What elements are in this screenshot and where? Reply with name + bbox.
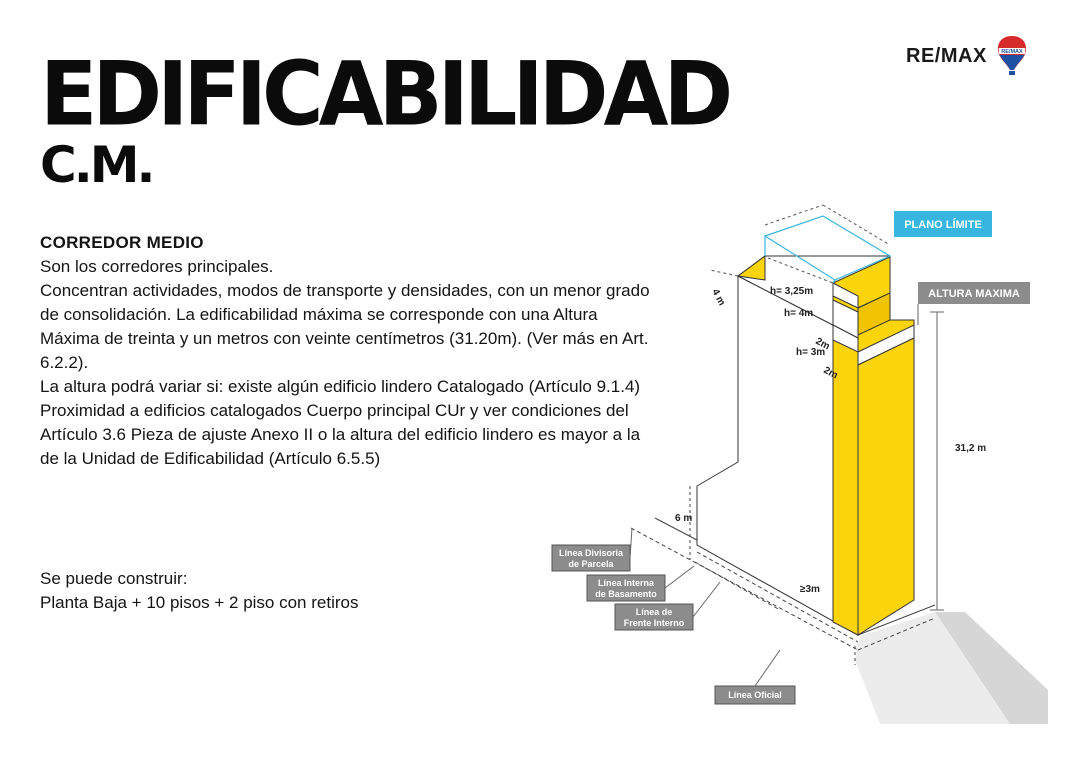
linea-frente-line1: Línea de [635, 607, 673, 617]
altura-maxima-label: ALTURA MAXIMA [928, 288, 1020, 300]
dim-h1: h= 3,25m [770, 286, 814, 297]
dim-6m: 6 m [675, 513, 693, 524]
dim-min-3m: ≥3m [800, 584, 820, 595]
section-heading: CORREDOR MEDIO [40, 233, 204, 252]
linea-interna-line2: de Basamento [595, 589, 657, 599]
front-wedge [738, 256, 765, 280]
linea-divisoria-line2: de Parcela [568, 559, 614, 569]
dim-h3: h= 3m [796, 347, 826, 358]
build-label: Se puede construir: [40, 569, 188, 588]
plano-limite-label: PLANO LÍMITE [904, 219, 982, 231]
dim-h2: h= 4m [784, 308, 814, 319]
description-line: Son los corredores principales. [40, 257, 274, 276]
linea-interna-line1: Línea Interna [597, 578, 655, 588]
linea-oficial-label: Línea Oficial [728, 690, 782, 700]
brand-name: RE/MAX [906, 44, 987, 67]
description-line: Concentran actividades, modos de transporte y densidades, con un menor grado de consolidación. La edificabilidad máxima se corresponde con una Altura Máxima de treinta y un metros con veinte centímetros (31.20m). (Ver más en Art. 6.2.2). [40, 281, 650, 372]
build-value: Planta Baja + 10 pisos + 2 piso con retiros [40, 593, 359, 612]
linea-frente-line2: Frente Interno [623, 618, 685, 628]
linea-divisoria-line1: Línea Divisoria [558, 548, 624, 558]
balloon-label: RE/MAX [1001, 49, 1023, 55]
page-title: EDIFICABILIDAD [40, 42, 729, 146]
linea-divisoria-tag [552, 528, 632, 571]
main-facade [858, 338, 914, 635]
dim-2m-a: 2m [813, 335, 832, 353]
linea-oficial-tag [715, 650, 795, 704]
page-subtitle: C.M. [40, 136, 153, 194]
dim-4m: 4 m [709, 287, 728, 308]
dim-height: 31,2 m [955, 443, 987, 454]
description-line: La altura podrá variar si: existe algún edificio lindero Catalogado (Artículo 9.1.4) Proximidad a edificios catalogados Cuerpo principal CUr y ver condiciones del Artículo 3.6 Pieza de ajuste Anexo II o la altura del edificio lindero es mayor a la de la Unidad de Edificabilidad (Artículo 6.5.5) [40, 377, 641, 468]
height-dimension [930, 312, 944, 610]
dim-2m-b: 2m [821, 364, 840, 382]
